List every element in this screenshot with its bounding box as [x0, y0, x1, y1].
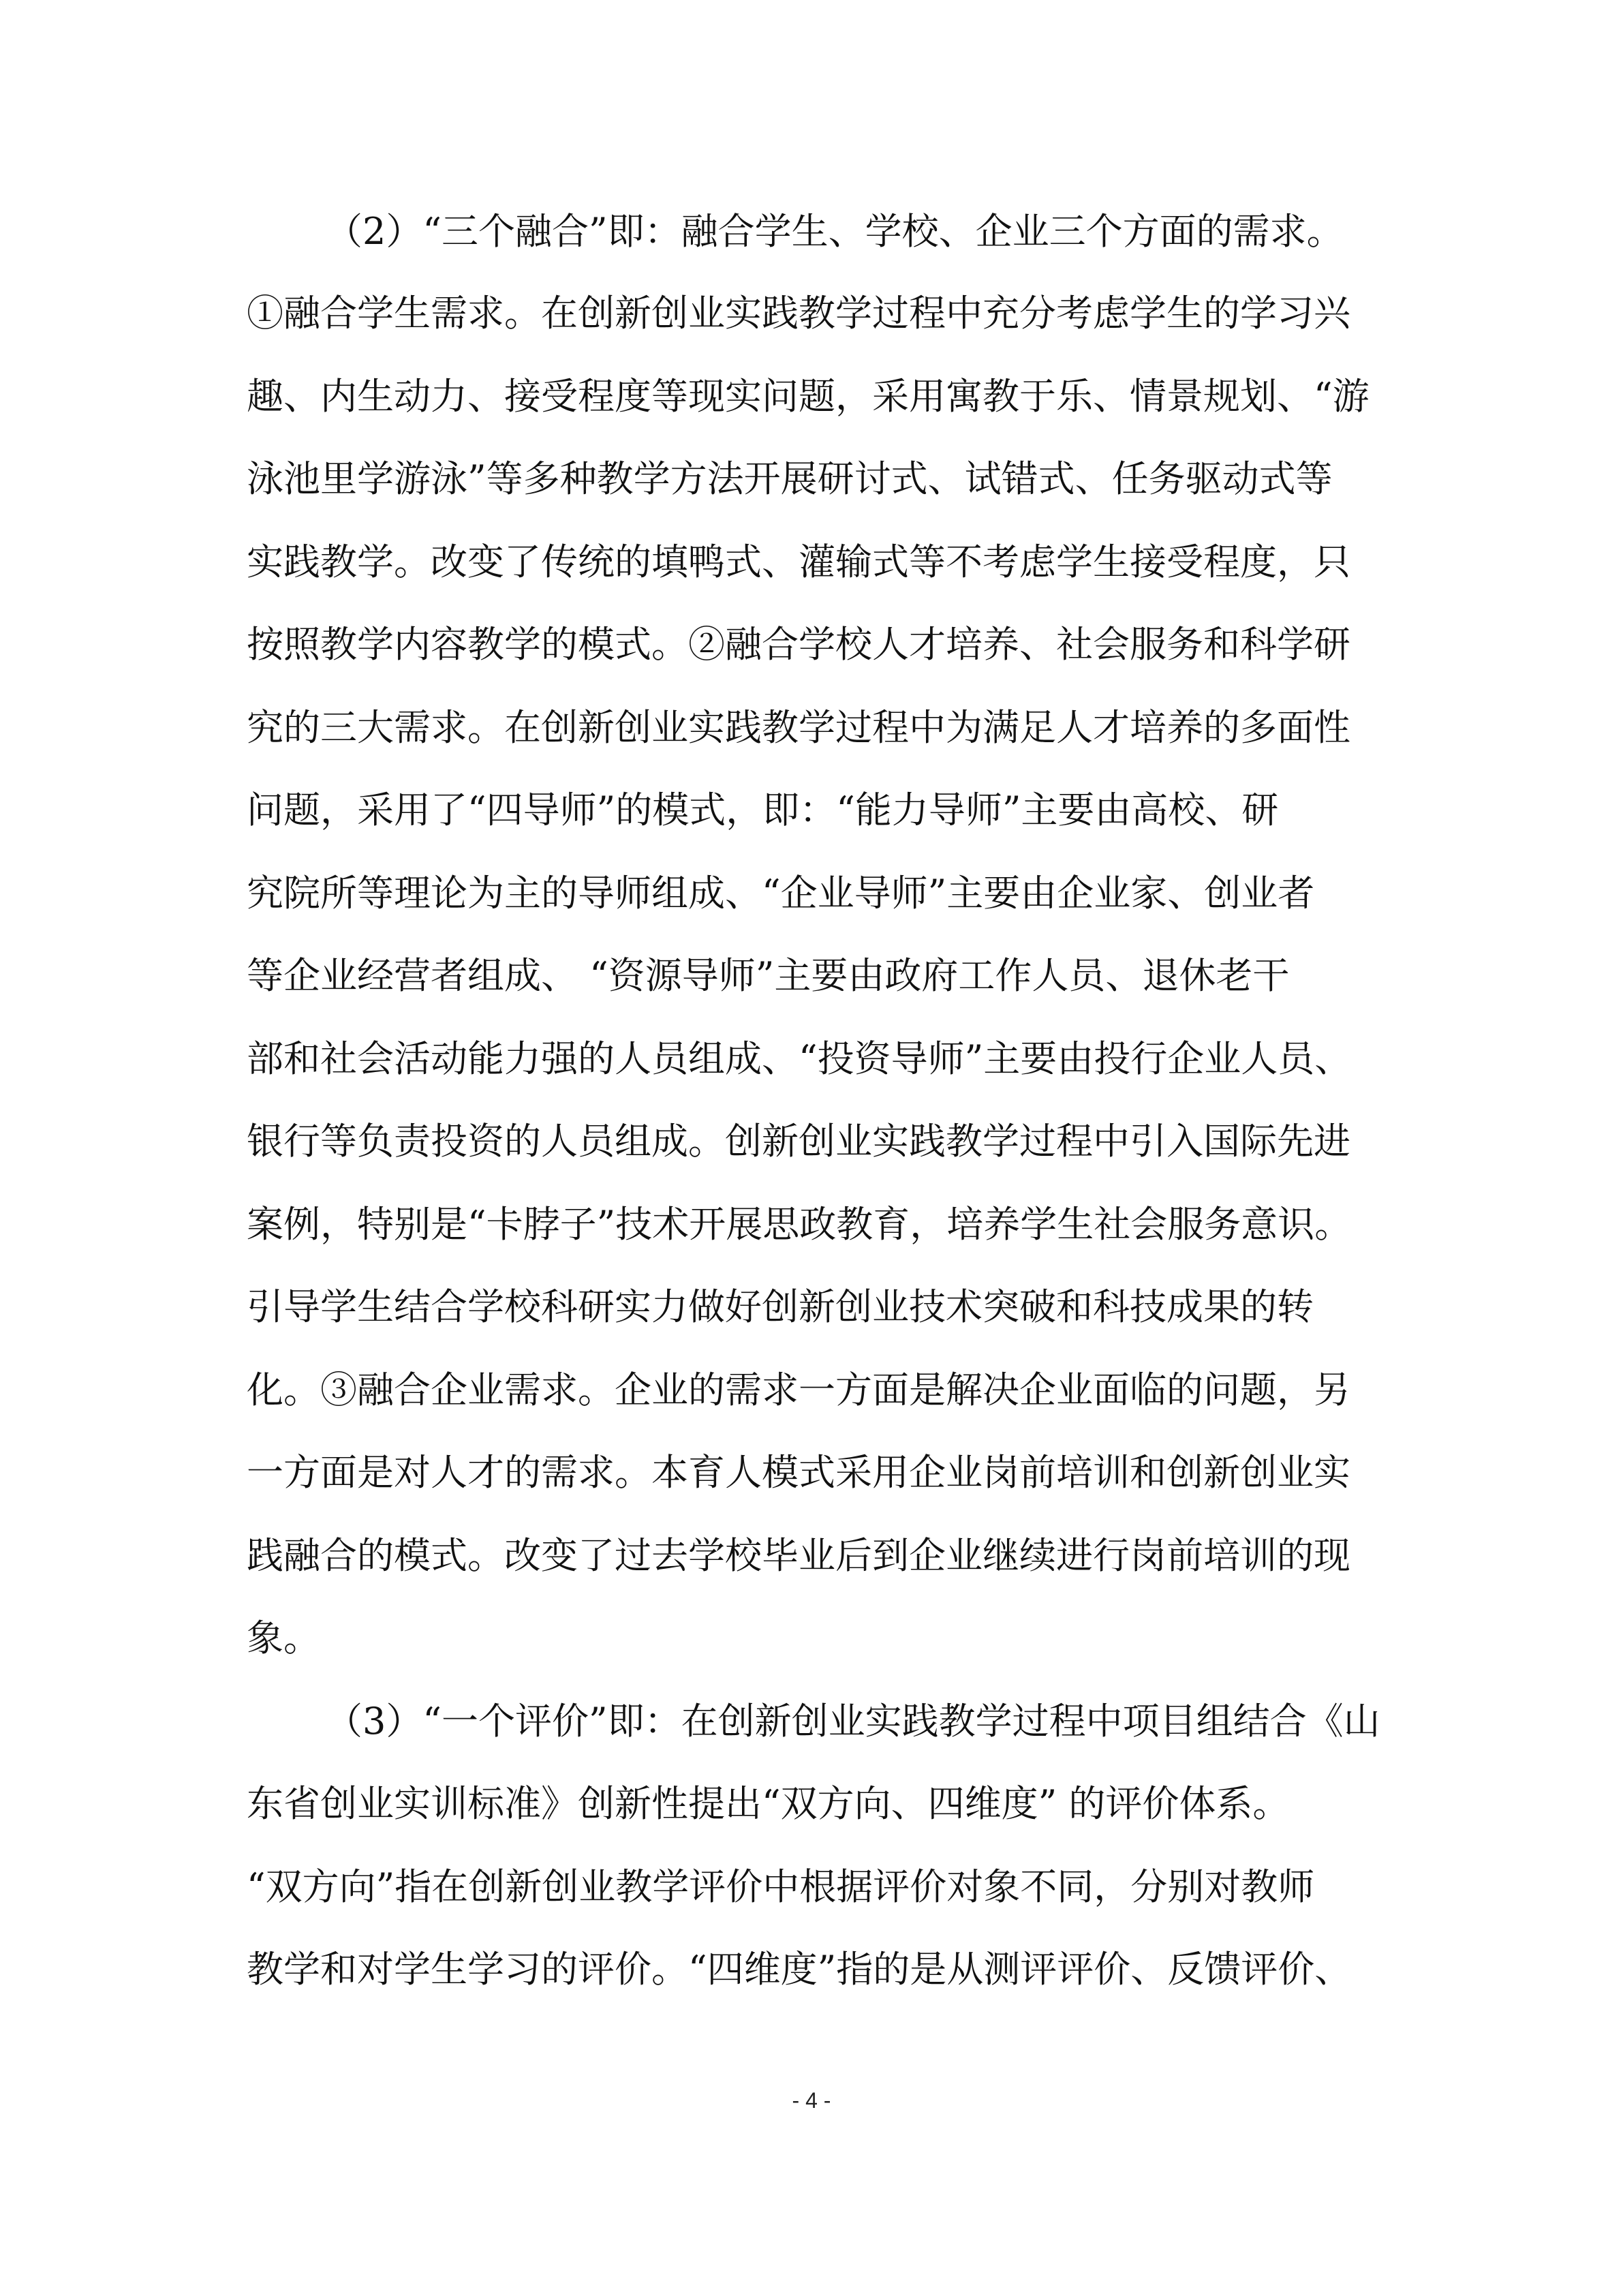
text-line: 象。: [247, 1617, 320, 1659]
text-line: 引导学生结合学校科研实力做好创新创业技术突破和科技成果的转: [247, 1285, 1314, 1328]
text-line: ①融合学生需求。在创新创业实践教学过程中充分考虑学生的学习兴: [247, 292, 1350, 335]
text-line: 究的三大需求。在创新创业实践教学过程中为满足人才培养的多面性: [247, 706, 1350, 749]
text-line: 按照教学内容教学的模式。②融合学校人才培养、社会服务和科学研: [247, 623, 1350, 666]
text-line: 等企业经营者组成、 “资源导师”主要由政府工作人员、退休老干: [247, 954, 1290, 997]
text-line: 究院所等理论为主的导师组成、“企业导师”主要由企业家、创业者: [247, 872, 1315, 915]
text-line: 东省创业实训标准》创新性提出“双方向、四维度” 的评价体系。: [247, 1782, 1290, 1825]
text-line: “双方向”指在创新创业教学评价中根据评价对象不同，分别对教师: [247, 1865, 1315, 1908]
page-number: - 4 -: [792, 2088, 831, 2113]
text-line: 部和社会活动能力强的人员组成、“投资导师”主要由投行企业人员、: [247, 1037, 1352, 1080]
text-line: 一方面是对人才的需求。本育人模式采用企业岗前培训和创新创业实: [247, 1451, 1350, 1494]
text-line: 践融合的模式。改变了过去学校毕业后到企业继续进行岗前培训的现: [247, 1534, 1350, 1577]
text-line: 实践教学。改变了传统的填鸭式、灌输式等不考虑学生接受程度，只: [247, 540, 1350, 583]
text-line: 银行等负责投资的人员组成。创新创业实践教学过程中引入国际先进: [247, 1120, 1350, 1163]
text-line: 案例，特别是“卡脖子”技术开展思政教育，培养学生社会服务意识。: [247, 1203, 1352, 1246]
text-line: （2）“三个融合”即：融合学生、学校、企业三个方面的需求。: [326, 210, 1344, 253]
text-line: 趣、内生动力、接受程度等现实问题，采用寓教于乐、情景规划、“游: [247, 375, 1370, 418]
text-line: 教学和对学生学习的评价。“四维度”指的是从测评评价、反馈评价、: [247, 1948, 1352, 1991]
text-line: 化。③融合企业需求。企业的需求一方面是解决企业面临的问题，另: [247, 1368, 1350, 1411]
text-line: 泳池里学游泳”等多种教学方法开展研讨式、试错式、任务驱动式等: [247, 457, 1333, 500]
text-line: 问题，采用了“四导师”的模式，即：“能力导师”主要由高校、研: [247, 789, 1279, 831]
text-line: （3）“一个评价”即：在创新创业实践教学过程中项目组结合《山: [326, 1700, 1380, 1743]
